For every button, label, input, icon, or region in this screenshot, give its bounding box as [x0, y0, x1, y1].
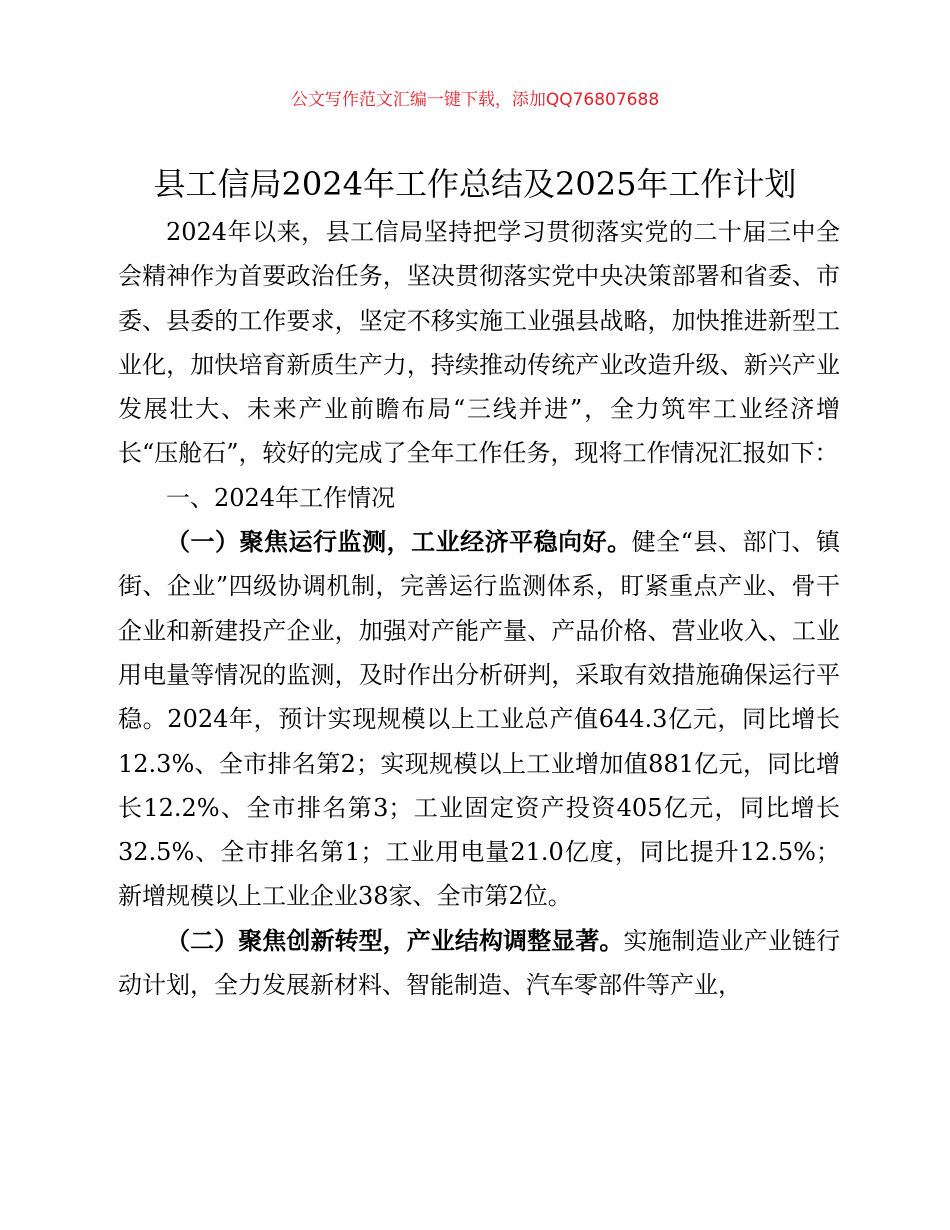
item-lead-1: （一）聚焦运行监测，工业经济平稳向好。	[166, 527, 632, 557]
document-body	[118, 210, 840, 1007]
item-paragraph-2	[118, 919, 840, 1008]
item-lead-2: （二）聚焦创新转型，产业结构调整显著。	[166, 925, 624, 955]
document-title: 县工信局2024年工作总结及2025年工作计划	[153, 165, 797, 203]
intro-paragraph: 2024年以来，县工信局坚持把学习贯彻落实党的二十届三中全会精神作为首要政治任务，坚决贯彻落实党中央决策部署和省委、市委、县委的工作要求，坚定不移实施工业强县战略，加快推进新型工业化，加快培育新质生产力，持续推动传统产业改造升级、新兴产业发展壮大、未来产业前瞻布局“三线并进”，全力筑牢工业经济增长“压舱石”，较好的完成了全年工作任务，现将工作情况汇报如下：	[118, 218, 840, 468]
section-heading: 一、2024年工作情况	[166, 483, 396, 512]
download-notice: 公文写作范文汇编一键下载，添加QQ76807688	[290, 90, 660, 110]
item-text-1: 健全“县、部门、镇街、企业”四级协调机制，完善运行监测体系，盯紧重点产业、骨干企业和新建投产企业，加强对产能产量、产品价格、营业收入、工业用电量等情况的监测，及时作出分析研判，采取有效措施确保运行平稳。2024年，预计实现规模以上工业总产值644.3亿元，同比增长12.3%、全市排名第2；实现规模以上工业增加值881亿元，同比增长12.2%、全市排名第3；工业固定资产投资405亿元，同比增长32.5%、全市排名第1；工业用电量21.0亿度，同比提升12.5%；新增规模以上工业企业38家、全市第2位。	[118, 528, 840, 911]
item-text-2: 实施制造业产业链行动计划，全力发展新材料、智能制造、汽车零部件等产业，	[118, 926, 840, 1000]
item-paragraph-1	[118, 520, 840, 919]
